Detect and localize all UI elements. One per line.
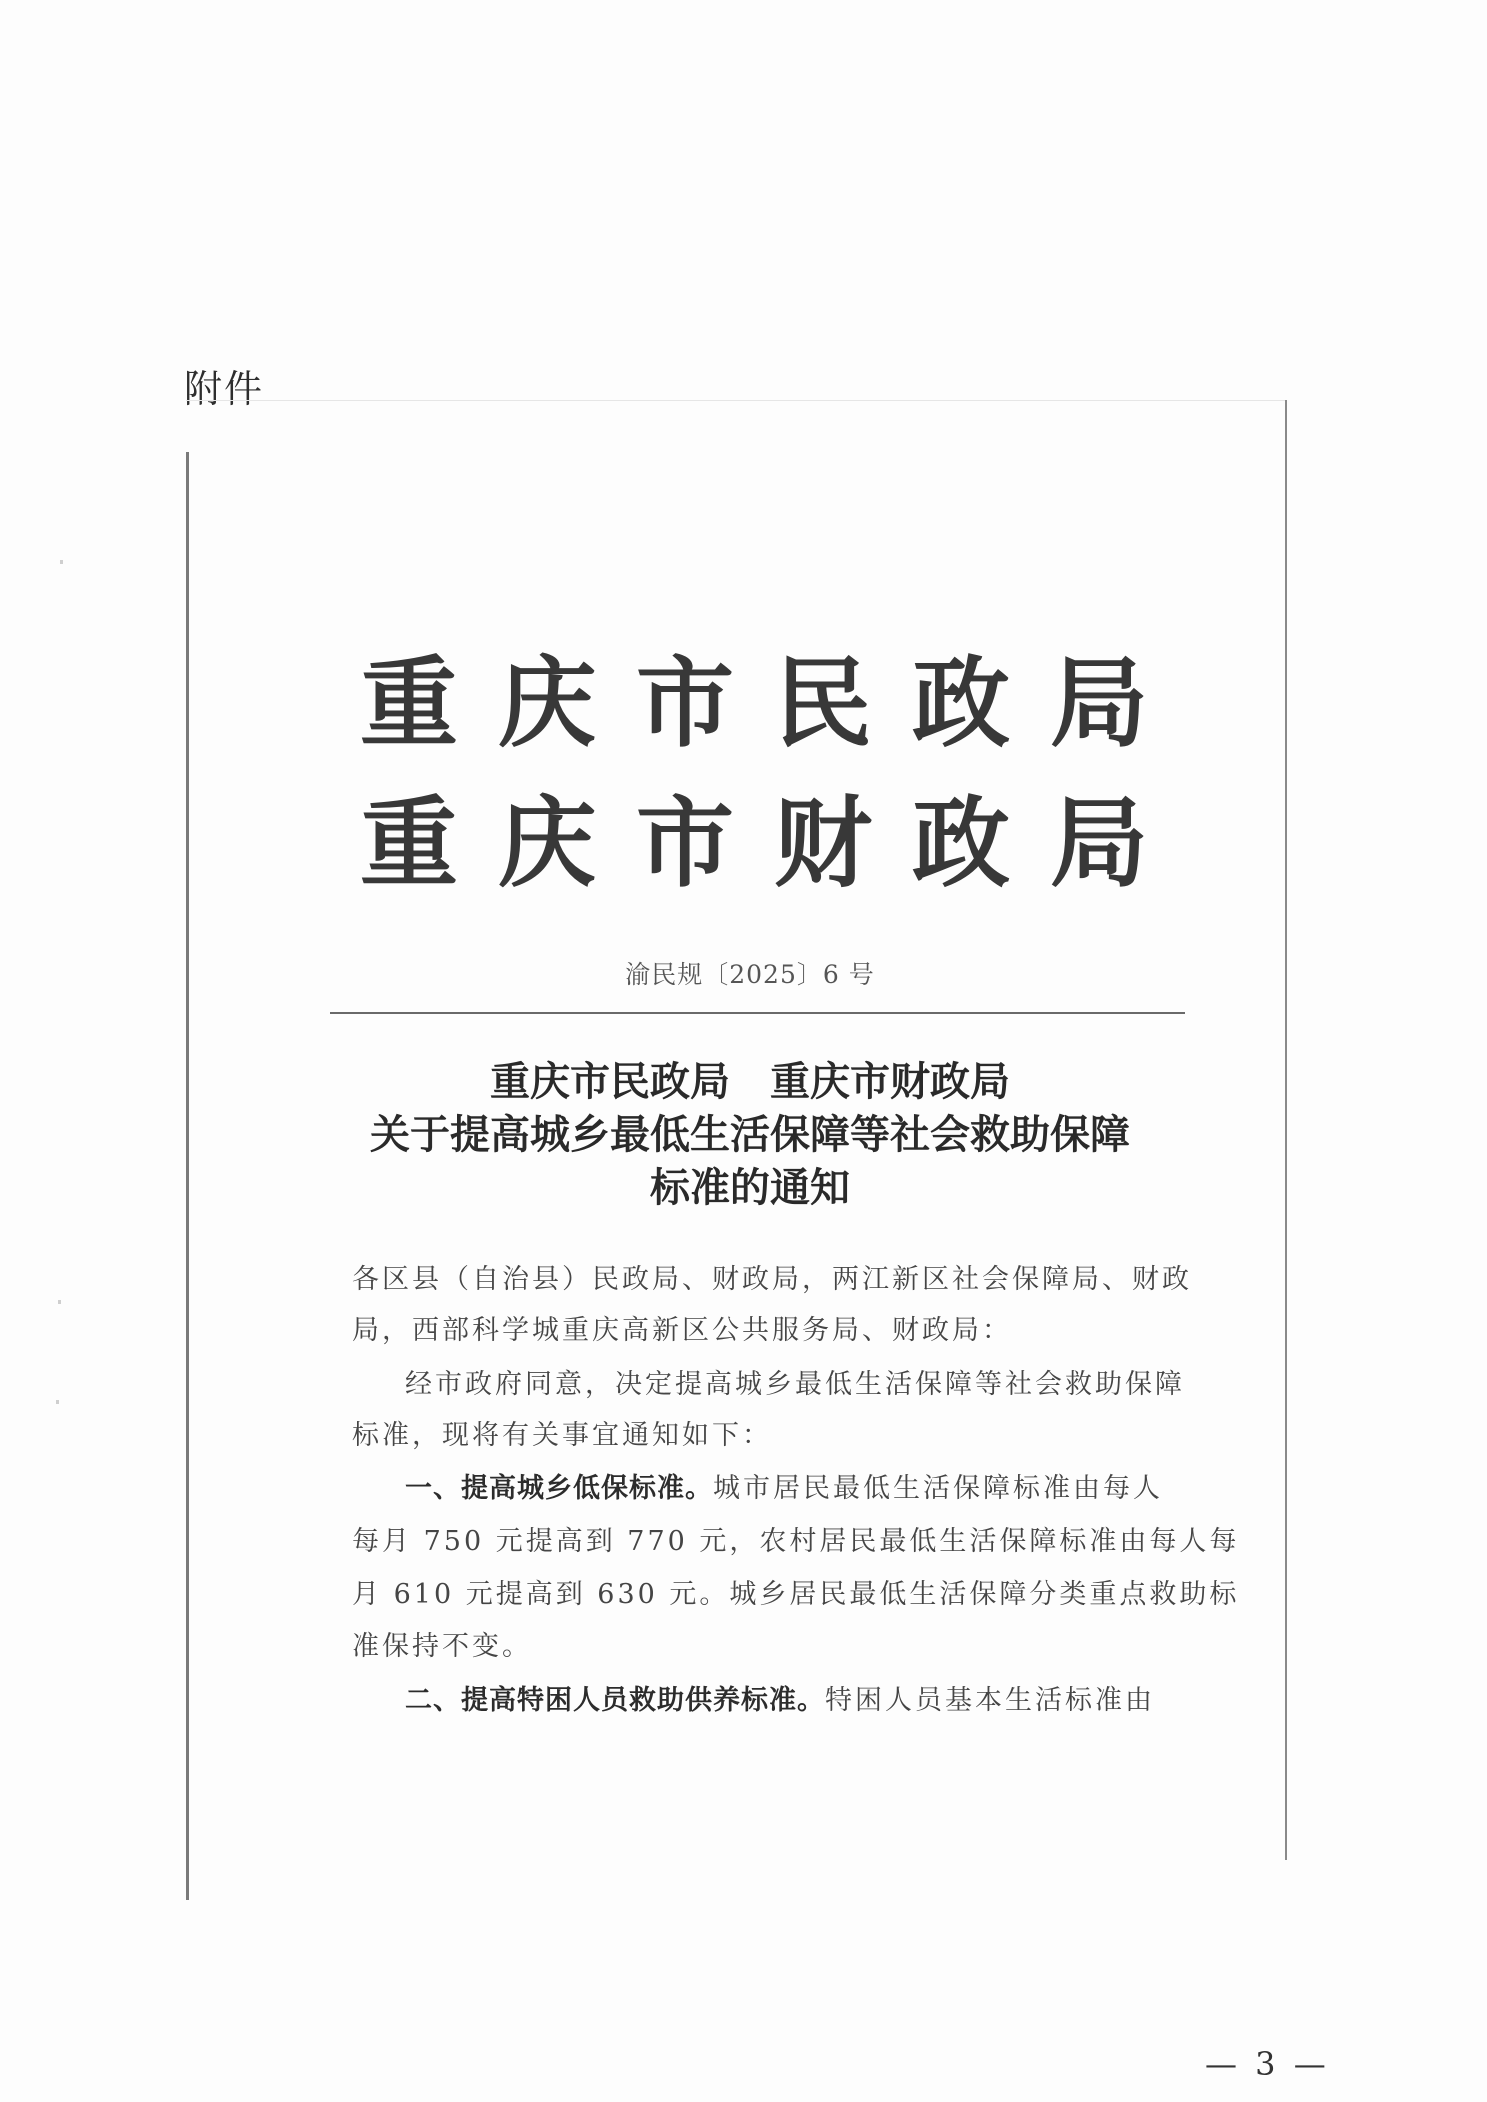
section-2-line-1 xyxy=(405,1678,1155,1717)
addressee-line-2: 局，西部科学城重庆高新区公共服务局、财政局： xyxy=(352,1315,1012,1346)
scan-frame-left xyxy=(186,452,189,1900)
scan-frame-top xyxy=(186,400,1286,401)
section-1-heading: 一、提高城乡低保标准。 xyxy=(405,1473,713,1504)
section-2-line-1-text: 特困人员基本生活标准由 xyxy=(825,1685,1155,1716)
addressee-line-1: 各区县（自治县）民政局、财政局，两江新区社会保障局、财政 xyxy=(352,1264,1192,1295)
section-1-line-1 xyxy=(405,1466,1163,1505)
attachment-label: 附件 xyxy=(184,367,265,411)
letterhead-finance: 重庆市财政局 xyxy=(360,786,1189,901)
intro-line-2: 标准，现将有关事宜通知如下： xyxy=(352,1420,772,1451)
page-number: — 3 — xyxy=(1205,2045,1330,2083)
section-1-line-1-text: 城市居民最低生活保障标准由每人 xyxy=(713,1473,1163,1504)
scan-speck xyxy=(60,560,63,564)
section-2-heading: 二、提高特困人员救助供养标准。 xyxy=(405,1685,825,1716)
notice-title-line-2: 关于提高城乡最低生活保障等社会救助保障 xyxy=(370,1112,1130,1158)
document-number: 渝民规〔2025〕6 号 xyxy=(625,960,875,989)
scan-speck xyxy=(58,1300,61,1304)
notice-title-line-3: 标准的通知 xyxy=(650,1165,850,1211)
section-1-line-3: 月 610 元提高到 630 元。城乡居民最低生活保障分类重点救助标 xyxy=(352,1579,1240,1610)
intro-line-1: 经市政府同意，决定提高城乡最低生活保障等社会救助保障 xyxy=(405,1369,1185,1400)
scan-frame-right xyxy=(1285,400,1287,1860)
letterhead-civil-affairs: 重庆市民政局 xyxy=(360,646,1189,761)
header-separator xyxy=(330,1012,1185,1014)
scan-speck xyxy=(56,1400,59,1404)
section-1-line-2: 每月 750 元提高到 770 元，农村居民最低生活保障标准由每人每 xyxy=(352,1526,1240,1557)
section-1-line-4: 准保持不变。 xyxy=(352,1631,532,1662)
notice-title-line-1: 重庆市民政局 重庆市财政局 xyxy=(490,1059,1010,1105)
